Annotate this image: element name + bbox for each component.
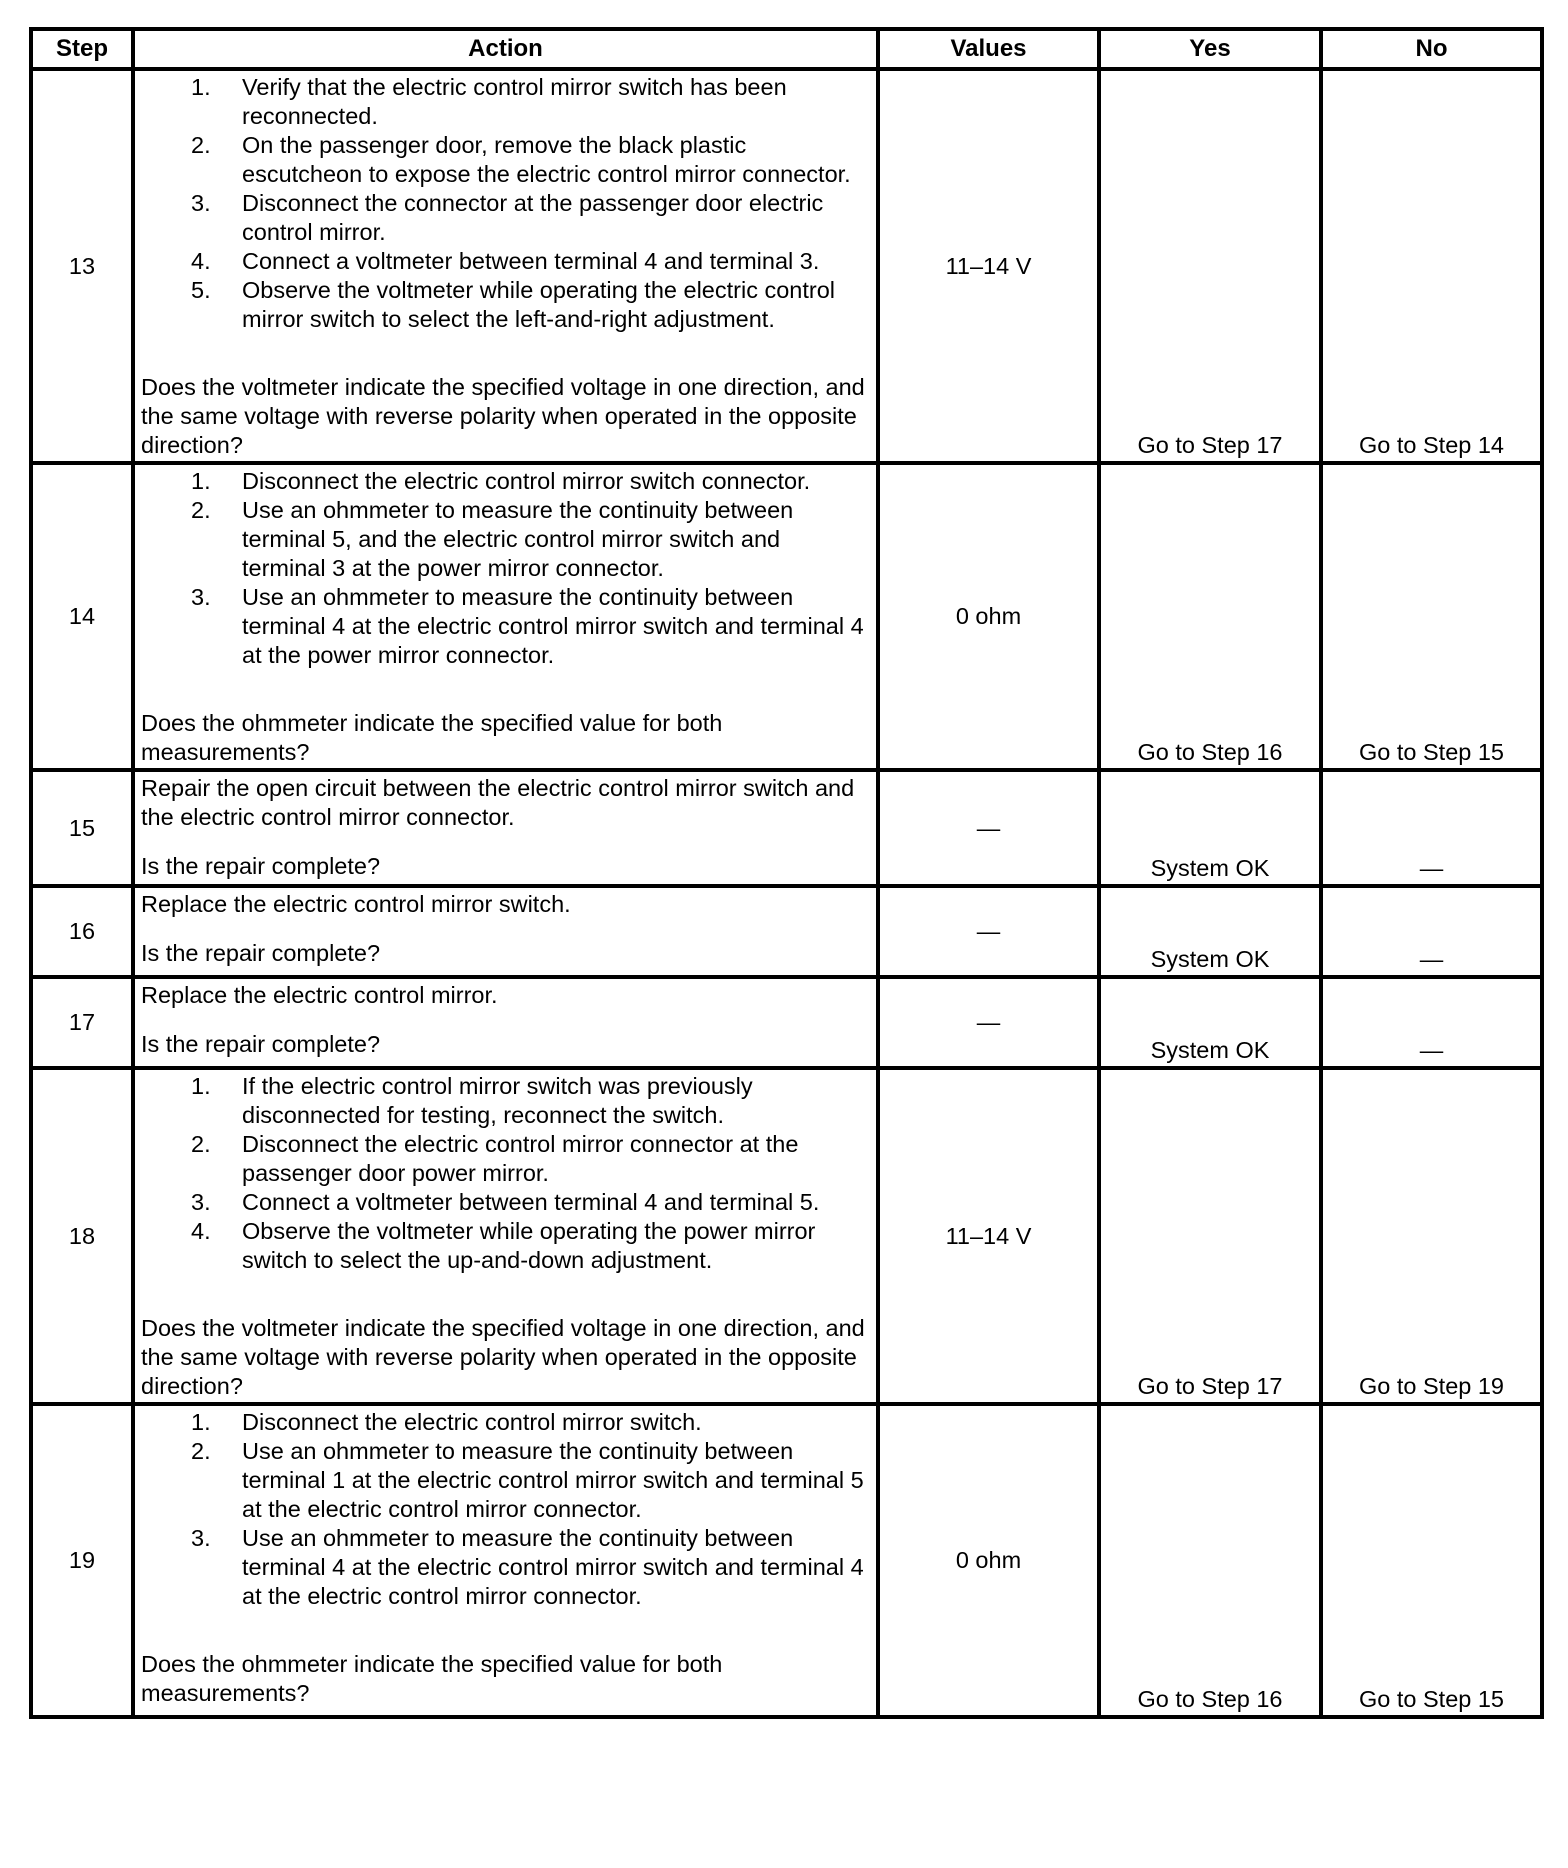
- no-result: —: [1419, 855, 1444, 881]
- no-cell: [1321, 886, 1542, 977]
- action-question: Does the voltmeter indicate the specified voltage in one direction, and the same voltage with reverse polarity when operated in the opposite direction?: [141, 1315, 865, 1399]
- action-cell: [133, 463, 878, 770]
- action-step: 1. Disconnect the electric control mirror switch connector.: [191, 468, 811, 494]
- no-cell: [1321, 1068, 1542, 1404]
- value-cell: —: [878, 977, 1099, 1068]
- no-result: —: [1419, 1037, 1444, 1063]
- yes-cell: [1099, 977, 1321, 1068]
- step-number: 17: [31, 977, 133, 1068]
- action-question: Does the voltmeter indicate the specified voltage in one direction, and the same voltage with reverse polarity when operated in the opposite direction?: [141, 374, 865, 458]
- table-row: [31, 463, 1542, 770]
- step-number: 13: [31, 69, 133, 463]
- diagnostic-table-document: [29, 27, 1540, 1719]
- header-yes: Yes: [1099, 29, 1321, 69]
- action-step: 2. Use an ohmmeter to measure the continuity between terminal 5, and the electric control mirror switch and terminal 3 at the power mirror connector.: [191, 497, 794, 581]
- action-steps: [141, 467, 870, 670]
- action-cell: [133, 1068, 878, 1404]
- action-question: Does the ohmmeter indicate the specified value for both measurements?: [141, 1651, 723, 1706]
- header-row: [31, 29, 1542, 69]
- value-cell: —: [878, 886, 1099, 977]
- no-cell: [1321, 1404, 1542, 1717]
- table-row: [31, 977, 1542, 1068]
- yes-result: Go to Step 16: [1137, 1686, 1283, 1712]
- step-number: 19: [31, 1404, 133, 1717]
- action-cell: [133, 1404, 878, 1717]
- action-step: 3. Connect a voltmeter between terminal 4 and terminal 5.: [191, 1189, 820, 1215]
- yes-result: Go to Step 16: [1137, 739, 1283, 765]
- header-step: Step: [31, 29, 133, 69]
- value-cell: 11–14 V: [878, 69, 1099, 463]
- no-cell: [1321, 69, 1542, 463]
- action-step: 3. Use an ohmmeter to measure the continuity between terminal 4 at the electric control mirror switch and terminal 4 at the power mirror connector.: [191, 584, 864, 668]
- step-number: 15: [31, 770, 133, 886]
- table-row: [31, 886, 1542, 977]
- action-step: 1. If the electric control mirror switch was previously disconnected for testing, reconnect the switch.: [191, 1073, 753, 1128]
- no-result: Go to Step 15: [1358, 1686, 1505, 1712]
- yes-cell: [1099, 886, 1321, 977]
- action-step: 2. Disconnect the electric control mirror connector at the passenger door power mirror.: [191, 1131, 799, 1186]
- action-steps: [141, 1072, 870, 1275]
- table-row: [31, 770, 1542, 886]
- no-result: Go to Step 15: [1358, 739, 1505, 765]
- value-cell: —: [878, 770, 1099, 886]
- action-text: Replace the electric control mirror switch.: [141, 891, 571, 917]
- yes-result: System OK: [1150, 855, 1270, 881]
- action-text: Replace the electric control mirror.: [141, 982, 498, 1008]
- header-action: Action: [133, 29, 878, 69]
- action-step: 2. Use an ohmmeter to measure the continuity between terminal 1 at the electric control mirror switch and terminal 5 at the electric control mirror connector.: [191, 1438, 864, 1522]
- no-result: —: [1419, 946, 1444, 972]
- header-values: Values: [878, 29, 1099, 69]
- action-step: 4. Observe the voltmeter while operating the power mirror switch to select the up-and-down adjustment.: [191, 1218, 816, 1273]
- yes-cell: [1099, 1068, 1321, 1404]
- action-step: 1. Disconnect the electric control mirror switch.: [191, 1409, 702, 1435]
- value-cell: 0 ohm: [878, 463, 1099, 770]
- action-cell: [133, 977, 878, 1068]
- action-cell: [133, 69, 878, 463]
- table-row: [31, 1068, 1542, 1404]
- action-step: 3. Disconnect the connector at the passenger door electric control mirror.: [191, 190, 824, 245]
- action-step: 5. Observe the voltmeter while operating the electric control mirror switch to select the left-and-right adjustment.: [191, 277, 836, 332]
- no-cell: [1321, 977, 1542, 1068]
- yes-cell: [1099, 770, 1321, 886]
- value-cell: 11–14 V: [878, 1068, 1099, 1404]
- action-steps: [141, 1408, 870, 1611]
- no-cell: [1321, 770, 1542, 886]
- yes-cell: [1099, 1404, 1321, 1717]
- action-question: Is the repair complete?: [141, 940, 381, 966]
- value-cell: 0 ohm: [878, 1404, 1099, 1717]
- diagnostic-table: [29, 27, 1544, 1719]
- yes-cell: [1099, 69, 1321, 463]
- no-result: Go to Step 14: [1358, 432, 1505, 458]
- action-cell: [133, 886, 878, 977]
- yes-result: Go to Step 17: [1137, 432, 1283, 458]
- action-step: 3. Use an ohmmeter to measure the continuity between terminal 4 at the electric control mirror switch and terminal 4 at the electric control mirror connector.: [191, 1525, 864, 1609]
- no-result: Go to Step 19: [1358, 1373, 1505, 1399]
- step-number: 14: [31, 463, 133, 770]
- action-text: Repair the open circuit between the electric control mirror switch and the electric control mirror connector.: [141, 775, 855, 830]
- yes-result: System OK: [1150, 946, 1270, 972]
- action-question: Does the ohmmeter indicate the specified value for both measurements?: [141, 710, 723, 765]
- yes-cell: [1099, 463, 1321, 770]
- action-step: 4. Connect a voltmeter between terminal 4 and terminal 3.: [191, 248, 820, 274]
- yes-result: System OK: [1150, 1037, 1270, 1063]
- action-step: 2. On the passenger door, remove the black plastic escutcheon to expose the electric control mirror connector.: [191, 132, 851, 187]
- table-row: [31, 69, 1542, 463]
- step-number: 18: [31, 1068, 133, 1404]
- table-row: [31, 1404, 1542, 1717]
- header-no: No: [1321, 29, 1542, 69]
- no-cell: [1321, 463, 1542, 770]
- yes-result: Go to Step 17: [1137, 1373, 1283, 1399]
- action-question: Is the repair complete?: [141, 853, 381, 879]
- action-question: Is the repair complete?: [141, 1031, 381, 1057]
- action-cell: [133, 770, 878, 886]
- action-step: 1. Verify that the electric control mirror switch has been reconnected.: [191, 74, 787, 129]
- action-steps: [141, 73, 870, 334]
- step-number: 16: [31, 886, 133, 977]
